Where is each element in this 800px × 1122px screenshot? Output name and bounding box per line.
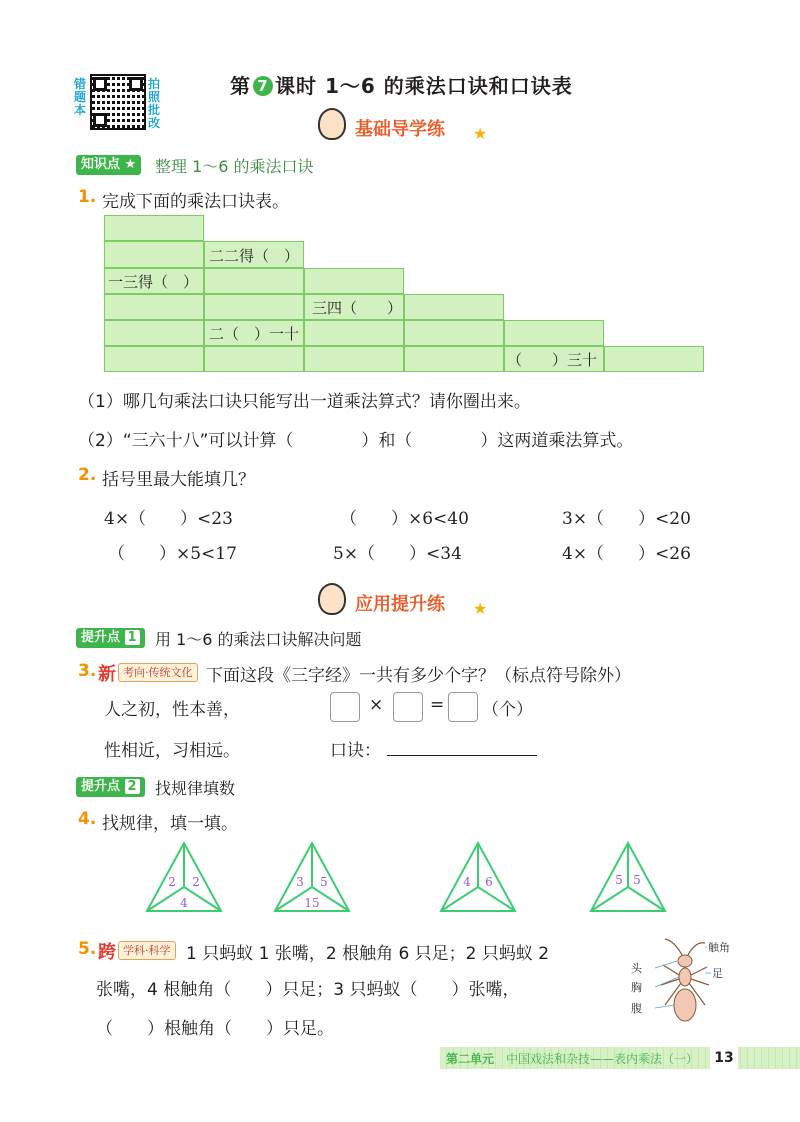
point2-tag: 提升点 2 [76, 777, 145, 797]
ant-label-chest: 胸 [631, 981, 642, 994]
triangle-number: 2 [168, 875, 176, 889]
triangle-number: 4 [463, 875, 471, 889]
new-badge: 新 [98, 664, 116, 685]
q3-unit: （个） [482, 700, 533, 720]
q3-badge-text: 考向·传统文化 [118, 663, 198, 682]
q2-text: 括号里最大能填几？ [102, 470, 255, 490]
q1-sub2[interactable]: （2）“三六十八”可以计算（ ）和（ ）这两道乘法算式。 [78, 431, 634, 451]
knowledge-tag: 知识点 ★ [76, 155, 141, 175]
point1-label: 用 1～6 的乘法口诀解决问题 [155, 630, 362, 649]
cell-2x5[interactable]: 二（ ）一十 [209, 325, 300, 343]
q2-item[interactable]: （ ）×5<17 [108, 544, 237, 564]
point2-label: 找规律填数 [155, 779, 236, 798]
q2-number: 2. [78, 465, 97, 485]
star-icon: ★ [473, 599, 488, 618]
footer-desc: 中国戏法和杂技——表内乘法（一） [506, 1052, 699, 1066]
q5-line1: 1 只蚂蚁 1 张嘴，2 根触角 6 只足；2 只蚂蚁 2 [186, 944, 550, 964]
triangle-number: 5 [615, 873, 623, 887]
equals-sign: = [430, 695, 445, 715]
point1-tag: 提升点 1 [76, 628, 145, 648]
q3-number: 3. [78, 661, 97, 681]
knowledge-label: 整理 1～6 的乘法口诀 [155, 157, 314, 176]
q5-line2[interactable]: 张嘴，4 根触角（ ）只足；3 只蚂蚁（ ）张嘴， [96, 980, 520, 1000]
page-number: 13 [710, 1046, 738, 1070]
triangle-number: 6 [485, 875, 493, 889]
ant-label-head: 头 [631, 962, 642, 975]
cross-subject-badge: 跨 [98, 942, 116, 963]
q1-text: 完成下面的乘法口诀表。 [102, 192, 289, 212]
cell-5x6[interactable]: （ ）三十 [507, 351, 598, 369]
triangle-number: 15 [304, 896, 320, 910]
triangle-number: 3 [296, 875, 304, 889]
cell-2x2[interactable]: 二二得（ ） [209, 247, 300, 265]
triangle-number: 5 [320, 875, 328, 889]
triangle-number: 2 [192, 875, 200, 889]
times-sign: × [369, 695, 384, 715]
q5-line3[interactable]: （ ）根触角（ ）只足。 [96, 1019, 334, 1039]
ant-illustration [625, 935, 745, 1035]
page-title: 第 7 课时 1～6 的乘法口诀和口诀表 [230, 74, 573, 98]
q2-item[interactable]: 5×（ ）<34 [333, 544, 462, 564]
q3-verse-label: 口诀： [330, 741, 381, 761]
q4-number: 4. [78, 809, 97, 829]
q2-item[interactable]: 4×（ ）<23 [104, 509, 233, 529]
q1-number: 1. [78, 187, 97, 207]
triangle [441, 843, 515, 911]
section-basic-title: 基础导学练 [355, 119, 445, 140]
wrong-question-book-label: 错题本 [73, 77, 86, 117]
q5-badge-text: 学科·科学 [118, 941, 176, 960]
ant-label-antenna: 触角 [708, 941, 730, 954]
q1-sub1: （1）哪几句乘法口诀只能写出一道乘法算式？请你圈出来。 [78, 392, 531, 412]
q3-text: 下面这段《三字经》一共有多少个字？（标点符号除外） [206, 666, 631, 686]
cell-3x4[interactable]: 三四（ ） [312, 299, 403, 317]
cell-1x3[interactable]: 一三得（ ） [108, 273, 199, 291]
photo-correct-label: 拍照批改 [147, 77, 160, 130]
q4-text: 找规律，填一填。 [102, 814, 238, 834]
triangle-number: 5 [633, 873, 641, 887]
footer-unit: 第二单元 [446, 1052, 495, 1066]
ant-label-belly: 腹 [631, 1002, 642, 1015]
q3-verse-line2: 性相近，习相远。 [104, 741, 240, 761]
q3-verse-line1: 人之初，性本善， [104, 700, 240, 720]
q2-item[interactable]: 3×（ ）<20 [562, 509, 691, 529]
q5-number: 5. [78, 939, 97, 959]
triangle-number: 4 [180, 896, 188, 910]
star-icon: ★ [473, 124, 488, 143]
lesson-number-badge: 7 [253, 76, 273, 96]
q2-item[interactable]: 4×（ ）<26 [562, 544, 691, 564]
section-apply-title: 应用提升练 [355, 594, 445, 615]
triangle [591, 843, 665, 911]
ant-label-foot: 足 [712, 967, 723, 980]
q2-item[interactable]: （ ）×6<40 [340, 509, 469, 529]
